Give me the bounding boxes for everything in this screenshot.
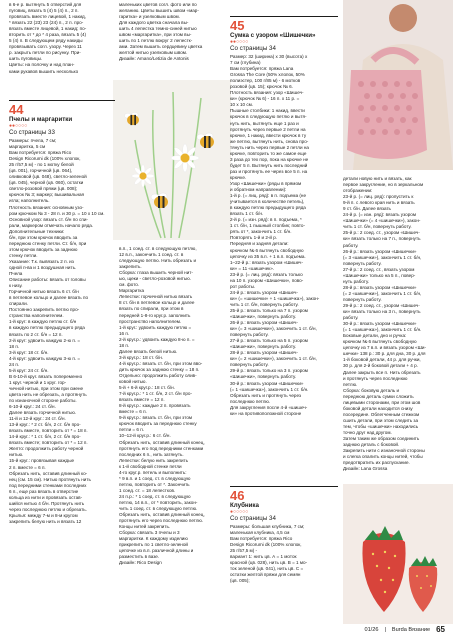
text-line: Дополнительные техники: xyxy=(9,228,65,234)
text-line: Вам потребуется: пряжа Rico xyxy=(9,150,72,156)
text-line: оливковой (цв. 048), светло-зеленой xyxy=(9,174,87,180)
text-line: Боковые детали, дно и ручка: xyxy=(343,333,407,339)
text-line: ки» вязать только на 3 п., повернуть xyxy=(343,309,421,315)
section-44-title: Пчелы и маргаритки xyxy=(9,116,73,123)
text-line: полиэстер, 100 г/85 м) - 6 мотков xyxy=(230,78,301,84)
text-line: маленьких цветов согл. фото или по xyxy=(119,2,197,7)
text-line: вязать вместе лицевой, 1 накид; по- xyxy=(9,26,87,32)
text-line: передней 1-8-го круг.р. заполнить xyxy=(119,312,191,318)
text-line: шить по 1 петлю вокруг 2 лепестк- xyxy=(119,38,193,44)
pink-bag-illustration xyxy=(343,0,453,170)
section-44-rule xyxy=(9,100,115,101)
text-line: 1–22-й р.: вязать узором «Шишеч- xyxy=(230,259,303,265)
text-line: 18 п. xyxy=(9,343,20,349)
text-line: одной п-ва и 1 воздушная нить. xyxy=(9,264,77,270)
text-line: чичной нитью, при этом при смене xyxy=(9,385,84,391)
text-line: ками рукавов вышить несколько xyxy=(9,68,79,74)
text-line: в.п., 1 соед. ст. в следующую петлю, xyxy=(119,246,197,251)
text-line: последних 6 п., нить затянуть. xyxy=(119,451,184,457)
text-line: ки» (= 2 «шишечки»), закончить 1 ст. б/н, xyxy=(230,356,317,362)
text-line: 1 круг. черной и 1 круг. гор- xyxy=(9,379,67,385)
text-line: странства наполнителем. xyxy=(9,313,64,319)
section-46 xyxy=(230,486,338,584)
text-line: ковой нитью. xyxy=(119,379,147,385)
text-line: ами. Затем вышить сердцевину цветка xyxy=(119,44,203,50)
text-line: см. фото. xyxy=(119,282,140,288)
section-45-rule xyxy=(230,16,338,17)
text-line: Обрезать нить, оставив длинный конец, xyxy=(119,439,205,445)
text-line: гаритка» и узелковым швом. xyxy=(119,14,180,20)
text-line: 24 п.р.: * 1 соед. ст. в следующую xyxy=(119,493,191,499)
text-line: последнюю петлю. xyxy=(230,398,271,404)
text-line: (цв. 005); xyxy=(230,578,250,584)
text-line: Размер: 32 (ширина) x 30 (высота) x xyxy=(230,54,308,59)
text-line: 5 (4) п. В следующем ряду накиды xyxy=(9,38,83,44)
text-line: цепочку из 7 в.п. и вязать узором «Ши- xyxy=(343,345,427,351)
text-line: светло-розовой пряжи (цв. 008); xyxy=(9,186,78,192)
text-line: 1-й круг.: удвоить каждую петлю = xyxy=(119,324,192,330)
text-line: протянуть через первые 2 петли на xyxy=(230,126,306,132)
section-44-number: 44 xyxy=(9,102,24,117)
text-line: детали новую нить и вязать, как xyxy=(343,176,412,181)
text-line: повернуть работу. xyxy=(230,362,269,368)
text-line: будет 5 п. Вытянуть нить последний xyxy=(230,162,308,168)
text-line: и обратном направлении): xyxy=(230,187,287,193)
text-line: рали, маркером отмечать начало ряда. xyxy=(9,222,94,228)
text-line: чить 1 ст. б/н, повернуть работу. xyxy=(230,301,299,307)
text-line: следующую петлю. Нить обрезать и xyxy=(119,258,197,264)
text-line: 8 ст. б/н в петлевое кольцо и далее xyxy=(119,300,195,306)
text-line: Плотность вязания: узор «Шишеч- xyxy=(230,90,304,96)
text-line: петлю, повторить от *. Закончить xyxy=(119,481,190,487)
text-line: Лепестки: горчичной нитью вязать xyxy=(119,294,193,300)
bees-daisies-illustration xyxy=(113,80,231,240)
text-line: учитывается в количестве петель), xyxy=(230,199,305,205)
text-line: Grossa The Core (50% хлопок, 50% xyxy=(230,72,305,78)
text-line: красной (цв. 028), нить цв. В = 1 мо- xyxy=(230,560,308,566)
text-line: предотвратить их распускание. xyxy=(343,460,410,466)
text-line: розовой (цв. 15); крючок № 6. xyxy=(230,84,293,90)
text-line: Design Ricorumi dk (100% хлопок, xyxy=(9,156,81,162)
text-line: б/н, при этом крючок вводить за xyxy=(9,234,78,240)
text-line: 8-й круг.р.: каждые 2 п. провязать xyxy=(119,403,191,409)
text-line: по изнаночной стороне работы. xyxy=(9,398,77,404)
text-line: рять от *, закончить 1 ст. б/н. xyxy=(230,229,292,235)
text-line: (= 2 «шишечки»), закончить 1 ст. б/н, xyxy=(343,290,422,296)
text-line: 14-й круг.: * 1 ст. б/н, 2 ст. б/н про- xyxy=(9,434,81,440)
text-line: работу. xyxy=(343,242,359,248)
text-line: сшить детали, при этом следить за xyxy=(343,417,419,423)
section-46-rule xyxy=(230,486,338,487)
section-44 xyxy=(9,100,115,525)
text-line: Отдельно: продолжить работу олив- xyxy=(119,372,197,378)
text-line: повернуть работу. xyxy=(230,332,269,338)
text-col4-mid xyxy=(343,176,447,472)
text-line: 3-й круг: 18 ст. б/н. xyxy=(9,349,49,355)
text-line: 5-й + 6-й круг.р.: 18 ст. б/н. xyxy=(119,385,175,391)
text-col2-mid xyxy=(119,246,223,566)
text-line: ток зеленой (цв. 041), нить цв. С = xyxy=(230,566,304,572)
text-line: «Шишечки» (= 4 «шишечки»), закон- xyxy=(343,218,421,224)
text-line: 24 п. xyxy=(9,361,20,367)
text-line: 23-й р. (= лиц. ряд): пропустить к xyxy=(343,194,414,200)
text-line: «Шишечки», повернуть работу. xyxy=(230,314,297,320)
text-line: протянуть его через последнюю петлю. xyxy=(119,518,204,524)
text-line: р. закрыть петли по рисунку. При- xyxy=(9,50,81,56)
text-line: крючком № 6 вытянуть свободную xyxy=(343,339,417,345)
text-line: шечки» 138 р.: 30 р. для дна, 30 р. для xyxy=(343,351,426,357)
text-line: Описание работы: вязать от головы xyxy=(9,277,86,283)
strawberries-illustration xyxy=(343,484,453,624)
text-line: на 10 п. узором «Шишечки», пово- xyxy=(230,277,304,283)
section-45-title: Сумка с узором «Шишечки» xyxy=(230,32,316,39)
text-line: в каждую петлю предыдущего ряда xyxy=(230,205,306,211)
section-45 xyxy=(230,16,338,417)
text-line: (цв. 001), горчичной (цв. 064), xyxy=(9,168,73,174)
text-line: шить пуговицы. xyxy=(9,56,43,62)
photo-strawberries xyxy=(343,484,453,624)
text-line: вторить от * до * 4 раза, вязать 5 (4) xyxy=(9,32,87,38)
text-line: 30-й р.: вязать узором «Шишечки» xyxy=(343,321,417,327)
text-line: цвета нить не обрезать, а протянуть xyxy=(9,391,87,397)
text-line: крючке, повторить то же самое еще xyxy=(230,150,307,156)
text-line: Закрепить нити с изнаночной стороны xyxy=(343,448,425,454)
photo-bees-daisies xyxy=(113,80,231,240)
text-line: заднюю деталь с боковой. xyxy=(343,442,400,448)
text-line: 26-й р.: вязать узором «Шишечки» xyxy=(343,248,417,254)
text-line: ки» (= 3 «шишечки»), закончить 1 ст. б/н, xyxy=(230,326,317,332)
text-line: спирали. xyxy=(9,301,28,307)
text-line: и протянуть через последнюю xyxy=(343,375,408,381)
text-line: 24-й р. (= изн. ряд): вязать узором xyxy=(343,212,416,218)
paragraph-col2-mid xyxy=(119,246,223,566)
text-line: крючке. xyxy=(230,174,247,180)
text-line: Вам потребуется: пряжа Rico xyxy=(230,536,293,542)
footer-divider: | xyxy=(384,626,386,633)
text-line: рот работы. xyxy=(230,283,256,289)
text-line: Лепестки: белую нить закрепить xyxy=(119,457,189,463)
text-line: крючке, 1 накид, ввести крючок в ту xyxy=(230,132,307,138)
text-line: вязать 1 ст. б/н. xyxy=(230,211,264,217)
text-line: в каждую петлю предыдущего ряда xyxy=(9,325,85,331)
text-line: 3-й круг.р.: 18 ст. б/н. xyxy=(119,354,164,360)
text-line: пуговиц, вязать 5 (4) 5 (4) п., 2 п. xyxy=(9,8,79,14)
text-line: 4-го круг.р. петель и выполнить: xyxy=(119,469,187,475)
text-line: Концы нитей закрепить. xyxy=(119,524,171,530)
text-line: Далее вязать белой нитью. xyxy=(119,348,178,354)
text-line: 23-й р. (= лиц. ряд): вязать только xyxy=(230,271,303,277)
text-line: боковой детали находится снизу xyxy=(343,405,413,411)
text-line: и слегка опалить концы нитей, чтобы xyxy=(343,454,423,460)
text-line: Дизайн: Amano/Letizia de Antonis xyxy=(119,56,189,62)
text-line: чить 1 ст. б/н, повернуть работу. xyxy=(343,224,412,230)
text-line: 28-й р.: вязать узором «Шишеч- xyxy=(230,350,298,356)
text-line: Передняя и задняя детали: xyxy=(230,241,289,247)
text-line: 1 ст. б/н, 1 пышный столбик; повто- xyxy=(230,223,306,229)
text-line: Повторять 1-й и 2-й р. xyxy=(230,235,278,241)
text-line: вместе = 6 п. xyxy=(119,409,147,415)
text-line: 15-й круг.: провязывая каждые xyxy=(9,458,75,464)
text-line: 7-й круг.р.: * 1 ст. б/н, 2 ст. б/н про- xyxy=(119,391,192,397)
text-line: ки» на противоположной стороне xyxy=(230,410,302,416)
section-46-number: 46 xyxy=(230,488,245,503)
text-line: Сборка: связать 3 пчелы и 3 xyxy=(119,530,180,536)
text-line: через последнюю петлю и обрезать. xyxy=(9,506,87,512)
text-line: * вязать 22 (23) 23 (24) п., 2 п. про- xyxy=(9,20,84,26)
text-line: этом крючок вводить за заднюю xyxy=(9,246,78,252)
paragraph-col4-mid xyxy=(343,176,447,472)
text-line: 27-й р.: вязать только на 5 п. узором xyxy=(230,338,308,344)
text-line: * 9 в.п. и 1 соед. ст. в следующую xyxy=(119,475,191,481)
text-line: желанию. Цветы вышить швом «мар- xyxy=(119,8,199,14)
section-46-source: Со страницы 34 xyxy=(230,515,276,522)
text-line: закрепить белую нить и вязать 12 xyxy=(9,518,82,524)
text-line: закрепить. xyxy=(119,264,142,270)
text-line: 30 р. для 2-й боковой детали + 4 р. xyxy=(343,363,418,369)
text-line: 2-й р. (= изн. ряд): в п. подъема, * xyxy=(230,217,302,223)
text-line: тем, чтобы «шишечки» находились xyxy=(343,423,419,429)
text-line: ью, щеки - светло-розовой нитью. xyxy=(119,276,192,282)
text-line: Сборка: глаза вышить черной нит- xyxy=(119,270,193,276)
text-line: работу. xyxy=(343,315,359,321)
text-line: лицевыми сторонами, при этом шов xyxy=(343,399,421,405)
text-line: 3 раза до тех пор, пока на крючке не xyxy=(230,156,309,162)
text-line: 13-й круг.: * 2 ст. б/н, 2 ст. б/н про- xyxy=(9,422,81,428)
text-line: кольца из нити и провязать остав- xyxy=(9,494,83,500)
text-line: 6 п., еще раз вязать в отверстие xyxy=(9,488,79,494)
text-line: остатки желтой пряжи для семян xyxy=(230,572,301,578)
text-line: Пышные столбики: 1 накид, ввести xyxy=(230,108,305,114)
text-line: нуть нить, вытянуть еще 1 раз и xyxy=(230,120,299,126)
text-line: провязать вместе лицевой, 1 накид, xyxy=(9,14,86,20)
text-line: 4-й круг.р.: вязать ст. б/н, при этом вво- xyxy=(119,360,203,366)
text-line: к низу. xyxy=(9,283,23,289)
text-line: 27-й р.: 2 соед. ст., вязать узором xyxy=(343,266,415,272)
text-line: прикрепить по 1 светло-зеленой xyxy=(119,542,188,548)
text-line: ки» (= «шишечки» + 1 «шишечка»), закон- xyxy=(230,295,320,301)
text-line: 30-й р.: вязать узором «Шишечки» xyxy=(230,380,304,386)
text-line: Постоянно закрепить петлю про- xyxy=(9,307,80,313)
section-44-body xyxy=(9,138,115,525)
text-line: 25 г/57,5 м) - xyxy=(230,548,258,554)
text-line: Размеры: пчела, 7 см; xyxy=(9,138,57,143)
text-line: 25-й р.: вязать только на 7 п. узором xyxy=(230,307,308,313)
text-line: Узор «Шишечки» (ряды в прямом xyxy=(230,180,302,186)
text-line: 4-й круг: удвоить каждую 3-ю п. = xyxy=(9,355,81,361)
text-line: маргаритки. К каждому изделию xyxy=(119,536,188,542)
text-line: ки» = 11 «шишечек». xyxy=(230,265,275,271)
text-line: разместить в вазе. xyxy=(119,554,160,560)
text-line: «Шишечки», повернуть работу. xyxy=(230,344,297,350)
text-line: швом «маргаритка», при этом вы- xyxy=(119,32,192,38)
text-line: переднюю деталь сумки сложить xyxy=(343,393,414,399)
page-footer xyxy=(364,625,445,634)
text-line: 9 ст. б/н. Далее вязать xyxy=(343,206,391,212)
text-line: маленькая клубника, 4,5 см xyxy=(230,530,290,536)
section-45-number: 45 xyxy=(230,18,245,33)
text-line: раз и протянуть ее через все 5 п. на xyxy=(230,168,308,174)
text-line: (= 3 «шишечки»), закончить 1 ст. б/н, xyxy=(343,254,422,260)
text-line: повернуть работу. xyxy=(343,260,382,266)
text-line: петлю. xyxy=(343,381,358,387)
text-line: вязать вместе; повторить от * = 12 п. xyxy=(9,440,88,446)
text-line: шийся нитью 4 б/н. Протянуть нить xyxy=(9,500,85,506)
text-line: 9-й п. с левого края нить и вязать xyxy=(343,200,415,206)
text-line: «Шишечки», повернуть работу. xyxy=(230,374,297,380)
text-line: Основной узор: вязать ст. б/н по спи- xyxy=(9,216,88,222)
text-line: Желто: продолжить работу черной xyxy=(9,446,84,452)
text-line: 29-й р.: вязать только на 3 п. узором xyxy=(230,368,308,374)
text-line: цепочку из 35 в.п. + 1 в.п. подъема. xyxy=(230,253,306,259)
text-line: Горчичной нитью вязать 6 ст. б/н xyxy=(9,289,79,295)
text-line: Пчела xyxy=(9,271,23,277)
text-line: под передними стенками последних xyxy=(9,482,87,488)
paragraph-col1-top xyxy=(9,2,115,75)
text-line: крючок в следующую петлю и вытя- xyxy=(230,114,307,120)
text-line: Вам потребуется: пряжа Lana xyxy=(230,66,294,72)
text-line: Обрезать нить, оставив длинный ко- xyxy=(9,470,88,476)
section-44-source: Со страницы 33 xyxy=(9,129,55,136)
text-line: вязать вместе = 12 п. xyxy=(119,397,165,403)
text-line: вариант 1: нить цв. А = 1 моток xyxy=(230,554,297,560)
paragraph-col2-top xyxy=(119,2,223,62)
text-line: 7 см (глубина) xyxy=(230,60,261,66)
text-line: протянуть его под передними стенками xyxy=(119,445,204,451)
text-line: 16 п. xyxy=(119,330,130,336)
text-line: 6-10-й круг.: 24 ст. б/н. xyxy=(9,404,56,410)
text-line: повернуть работу. xyxy=(343,296,382,302)
section-44-level: ●●○○○○ xyxy=(9,123,28,129)
text-line: провязывать согл. узору. Через 11 xyxy=(9,44,82,50)
text-line: 5-й круг: 24 ст. б/н. xyxy=(9,367,49,373)
text-line: Дизайн: Rico Design xyxy=(119,560,162,566)
section-46-level: ●○○○○○ xyxy=(230,509,249,515)
photo-pink-bag xyxy=(343,0,453,170)
text-line: Для каждого цветка сначала вы- xyxy=(119,20,189,26)
text-line: Цветы: на полочку и над план- xyxy=(9,62,75,68)
text-line: Плотность вязания: основным узо- xyxy=(9,204,84,210)
text-line: Дизайн: Lana Grossa xyxy=(343,466,388,472)
text-line: 10 x 10 см. xyxy=(230,102,254,108)
section-46-title: Клубника xyxy=(230,502,259,509)
text-line: 18 п. xyxy=(119,342,130,348)
section-46-body xyxy=(230,524,338,584)
footer-page-number: 65 xyxy=(436,625,445,634)
text-line: 11-й и 12-й круг.: 24 ст. б/н. xyxy=(9,416,66,422)
text-col1-top xyxy=(9,2,115,75)
text-line: крючок вводить за переднюю стенку xyxy=(119,421,197,427)
text-line: маргаритка, 5 см xyxy=(9,144,46,150)
text-line: переднюю стенку петли. Ст. б/н, при xyxy=(9,240,87,246)
section-45-level: ●●○○○○ xyxy=(230,39,249,45)
footer-magazine: Burda Вязание xyxy=(391,626,431,633)
text-line: 2-й круг: удвоить каждую 2-ю п. = xyxy=(9,337,81,343)
text-line: крючком № 6 вытянуть свободную xyxy=(230,247,304,253)
section-45-body xyxy=(230,54,338,417)
text-line: 24-й р.: вязать узором «Шишеч- xyxy=(230,289,298,295)
text-line: вязать по спирали, при этом в xyxy=(119,306,184,312)
text-line: 12 в.п., закончить 1 соед. ст. в xyxy=(119,252,184,258)
text-line: Далее закрыть все п. Нить обрезать xyxy=(343,369,421,375)
text-line: чить 1 соед. ст. в следующую петлю. xyxy=(119,506,198,512)
text-line: дить крючок за заднюю стенку = 18 п. xyxy=(119,366,200,372)
text-line: (цв. 045), черной (цв. 060), остатки xyxy=(9,180,84,186)
text-line: ки» (крючок № 6) - 16 п. x 11 р. = xyxy=(230,96,300,102)
text-line: в 6-е р. вытянуть 5 отверстий для xyxy=(9,2,82,7)
text-line: желтой нитью узелковым швом. xyxy=(119,50,188,56)
text-line: Затем таким же образом соединить xyxy=(343,436,420,442)
text-line: нитью. xyxy=(9,452,24,458)
text-line: «Шишечки» только на 5 п., повер- xyxy=(343,272,416,278)
text-line: нуть работу. xyxy=(343,278,370,284)
text-line: (= 1 «шишечка»), закончить 1 ст. б/н. xyxy=(230,386,309,392)
text-line: 25 г/57,5 м) - по 1 мотку белой xyxy=(9,162,74,168)
text-line: крючок № 3; маркер; вышивальная xyxy=(9,192,85,198)
text-line: 26-й р.: вязать узором «Шишеч- xyxy=(230,320,298,326)
text-line: Сборка: боковую деталь и xyxy=(343,387,400,393)
text-line: Design Ricorumi dk (100% хлопок, xyxy=(230,542,302,548)
text-line: Для закругления после 4-й «шишеч- xyxy=(230,404,308,410)
footer-issue: 01/26 xyxy=(364,626,379,633)
section-45-source: Со страницы 34 xyxy=(230,45,276,52)
text-line: Обрезать нить, оставив длинный конец, xyxy=(119,512,205,518)
text-line: петли = 6 п. xyxy=(119,427,144,433)
text-line: к 1-й свободной стенке петли xyxy=(119,463,182,469)
text-line: цепочке из в.п. различной длины и xyxy=(119,548,194,554)
text-line: 1-й боковой детали, 44 р. для ручки, xyxy=(343,357,421,363)
text-line: 1-й круг: в каждую петлю ст. б/н xyxy=(9,319,77,325)
text-line: ки» вязать только на 7 п., повернуть xyxy=(343,236,421,242)
text-line: вязать вместе, повторить от * = 18 п. xyxy=(9,428,88,434)
text-line: Маргаритка xyxy=(119,288,145,294)
text-line: шить 4 лепестка темно-синей нитью xyxy=(119,26,197,32)
text-col2-top xyxy=(119,2,223,62)
text-line: Размеры: большая клубника, 7 см; xyxy=(230,524,305,529)
text-line: 28-й р.: вязать узором «Шишечки» xyxy=(343,284,417,290)
text-line: Обрезать нить и протянуть через xyxy=(230,392,302,398)
text-line: посередине. Облегченным стежком xyxy=(343,411,420,417)
text-line: 9-й круг.р.: вязать ст. б/н, при этом xyxy=(119,415,193,421)
text-line: пространство наполнителем. xyxy=(119,318,182,324)
text-line: 2 п. вместе = 6 п. xyxy=(9,464,46,470)
text-line: (= 1 «шишечка»), закончить 1 ст. б/н. xyxy=(343,327,422,333)
text-line: нец (см. 15 см). Нитью протянуть нить xyxy=(9,476,91,482)
text-line: В 6-10-й круг. вязать попеременно xyxy=(9,373,83,379)
text-line: 1 соед. ст. = 18 лепестков. xyxy=(119,487,176,493)
text-line: Указание: Т.к. вывязать 2 п. из xyxy=(9,258,74,264)
text-line: Далее вязать горчичной нитью. xyxy=(9,410,77,416)
text-line: ром крючком № 3 - 28 п. и 30 р. = 10 x 10 см. xyxy=(9,210,105,216)
text-line: стенку петли. xyxy=(9,252,38,258)
text-line: вязать по 2 ст. б/н = 12 п. xyxy=(9,331,63,337)
text-line: точно друг над другом. xyxy=(343,429,392,435)
text-line: петлю, 14 в.п., от * повторить, закон- xyxy=(119,499,198,505)
text-line: игла; наполнитель. xyxy=(9,198,50,204)
text-line: же петлю, вытянуть нить, снова про- xyxy=(230,138,309,144)
text-line: в петлевое кольцо и далее вязать по xyxy=(9,295,89,301)
text-line: Крылья: между 7-м и 8-м кругом xyxy=(9,512,78,518)
text-line: тянуть нить через первые 2 петли на xyxy=(230,144,309,150)
text-line: 1-й р. (= лиц. ряд): в п. подъема (не xyxy=(230,193,307,199)
text-line: 10–12-й круг.р.: 6 ст. б/н. xyxy=(119,433,171,439)
text-line: 29-й р.: 2 соед. ст., узором «Шишеч- xyxy=(343,302,420,308)
text-line: отображении: xyxy=(343,188,373,194)
text-line: 2-й круг.р.: удвоить каждую 8-ю п. = xyxy=(119,336,195,342)
text-line: первое закругление, но в зеркальном xyxy=(343,182,424,188)
text-line: 25-й р.: 2 соед. ст., узором «Шишеч- xyxy=(343,230,420,236)
